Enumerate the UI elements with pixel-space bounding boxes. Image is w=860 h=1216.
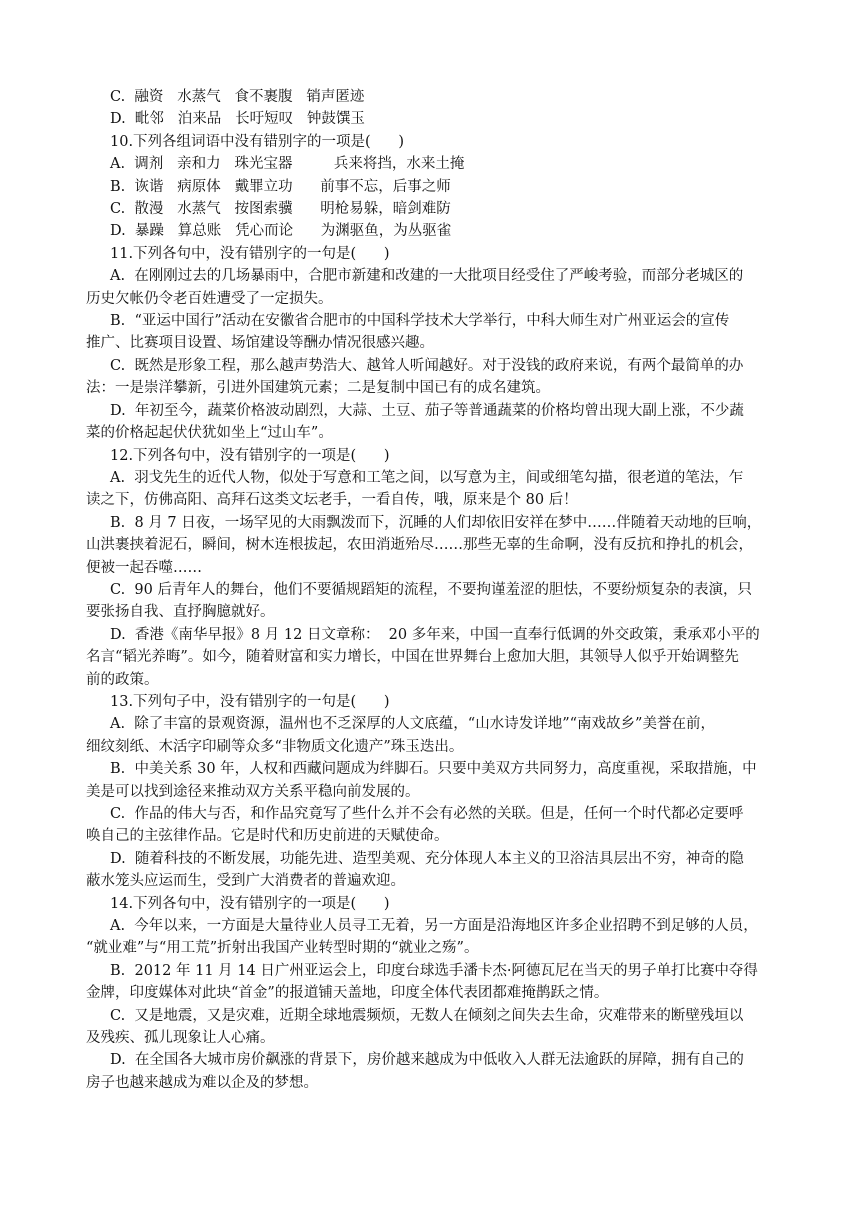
option-paragraph-cont: 读之下，仿佛高阳、高拜石这类文坛老手，一看自传，哦，原来是个 80 后！ [86,492,578,509]
option-paragraph-cont: 便被一起吞噬…… [86,559,202,576]
question-line: 12.下列各句中，没有错别字的一项是( ) [110,447,390,464]
option-paragraph-cont: 唤自己的主弦律作品。它是时代和历史前进的天赋使命。 [86,828,449,845]
option-paragraph: B. 2012 年 11 月 14 日广州亚运会上，印度台球选手潘卡杰·阿德瓦尼在当天的男子单打比赛中夺得 [110,962,758,979]
option-paragraph: C. 作品的伟大与否，和作品究竟写了些什么并不会有必然的关联。但是，任何一个时代都必定要呼 [110,806,744,822]
option-paragraph: A. 羽戈先生的近代人物，似处于写意和工笔之间，以写意为主，间或细笔勾描，很老道的笔法，乍 [110,469,744,486]
option-paragraph-cont: 前的政策。 [86,671,159,688]
option-paragraph: C. 既然是形象工程，那么越声势浩大、越耸人听闻越好。对于没钱的政府来说，有两个最简单的办 [110,357,744,374]
option-line: C. 散漫 水蒸气 按图索骥 明枪易躲，暗剑难防 [110,201,451,218]
option-paragraph: D. 年初至今，蔬菜价格波动剧烈，大蒜、土豆、茄子等普通蔬菜的价格均曾出现大副上涨，不少蔬 [110,402,744,419]
option-paragraph: A. 在刚刚过去的几场暴雨中，合肥市新建和改建的一大批项目经受住了严峻考验，而部分老城区的 [110,268,744,285]
option-line: B. 诙谐 病原体 戴罪立功 前事不忘，后事之师 [110,178,451,195]
option-paragraph: B. 8 月 7 日夜，一场罕见的大雨飘泼而下，沉睡的人们却依旧安祥在梦中……伴随着天动地的巨响， [110,514,762,531]
option-paragraph-cont: 蔽水笼头应运而生，受到广大消费者的普遍欢迎。 [86,873,405,890]
option-paragraph-cont: 及残疾、孤儿现象让人心痛。 [86,1030,275,1047]
option-paragraph-cont: 推广、比赛项目设置、场馆建设等酬办情况很感兴趣。 [86,335,434,352]
question-line: 11.下列各句中，没有错别字的一句是( ) [110,245,390,262]
option-line: A. 调剂 亲和力 珠光宝器 兵来将挡，水来土掩 [110,156,465,173]
question-line: 10.下列各组词语中没有错别字的一项是( ) [110,133,405,150]
option-paragraph: D. 在全国各大城市房价飙涨的背景下，房价越来越成为中低收入人群无法逾跃的屏障，拥有自己的 [110,1052,744,1069]
option-paragraph-cont: 金牌，印度媒体对此块“首金”的报道铺天盖地，印度全体代表团都难掩鹊跃之情。 [86,985,609,1002]
option-paragraph-cont: 细纹刻纸、木活字印刷等众多“非物质文化遗产”珠玉迭出。 [86,738,464,755]
option-paragraph: A. 除了丰富的景观资源，温州也不乏深厚的人文底蕴，“山水诗发详地”“南戏故乡”美誉在前， [110,716,715,733]
option-paragraph-cont: 名言“韬光养晦”。如今，随着财富和实力增长，中国在世界舞台上愈加大胆，其领导人似乎开始调整先 [86,649,739,666]
option-paragraph-cont: 美是可以找到途径来推动双方关系平稳向前发展的。 [86,783,420,800]
option-paragraph-cont: 山洪裹挟着泥石，瞬间，树木连根拔起，农田消逝殆尽……那些无辜的生命啊，没有反抗和挣扎的机会， [86,537,753,554]
option-paragraph: B. “亚运中国行”活动在安徽省合肥市的中国科学技术大学举行，中科大师生对广州亚运会的宣传 [110,313,730,330]
option-line: D. 毗邻 泊来品 长吁短叹 钟鼓馔玉 [110,111,365,128]
option-line: C. 融资 水蒸气 食不裹腹 销声匿迹 [110,89,365,105]
question-line: 14.下列各句中，没有错别字的一项是( ) [110,895,390,912]
option-paragraph-cont: “就业难”与“用工荒”折射出我国产业转型时期的“就业之殇”。 [86,940,479,957]
option-line: D. 暴躁 算总账 凭心而论 为渊驱鱼，为丛驱雀 [110,223,452,240]
option-paragraph: C. 又是地震，又是灾难，近期全球地震频烦，无数人在倾刻之间失去生命，灾难带来的断壁残垣以 [110,1007,744,1024]
option-paragraph-cont: 历史欠帐仍令老百姓遭受了一定损失。 [86,290,333,307]
option-paragraph-cont: 要张扬自我、直抒胸臆就好。 [86,604,275,621]
option-paragraph: B. 中美关系 30 年，人权和西藏问题成为绊脚石。只要中美双方共同努力，高度重视，采取措施，中 [110,761,757,778]
option-paragraph-cont: 菜的价格起起伏伏犹如坐上“过山车”。 [86,425,333,442]
option-paragraph: D. 随着科技的不断发展，功能先进、造型美观、充分体现人本主义的卫浴洁具层出不穷，神奇的隐 [110,850,744,867]
option-paragraph: C. 90 后青年人的舞台，他们不要循规蹈矩的流程，不要拘谨羞涩的胆怯，不要纷烦复杂的表演，只 [110,581,752,598]
option-paragraph: A. 今年以来，一方面是大量待业人员寻工无着，另一方面是沿海地区许多企业招聘不到足够的人员， [110,918,758,935]
option-paragraph: D. 香港《南华早报》8 月 12 日文章称： 20 多年来，中国一直奉行低调的外交政策，秉承邓小平的 [110,626,760,643]
option-paragraph-cont: 房子也越来越成为难以企及的梦想。 [86,1074,318,1091]
question-line: 13.下列句子中，没有错别字的一句是( ) [110,693,390,710]
option-paragraph-cont: 法：一是崇洋攀新，引进外国建筑元素；二是复制中国已有的成名建筑。 [86,380,550,397]
